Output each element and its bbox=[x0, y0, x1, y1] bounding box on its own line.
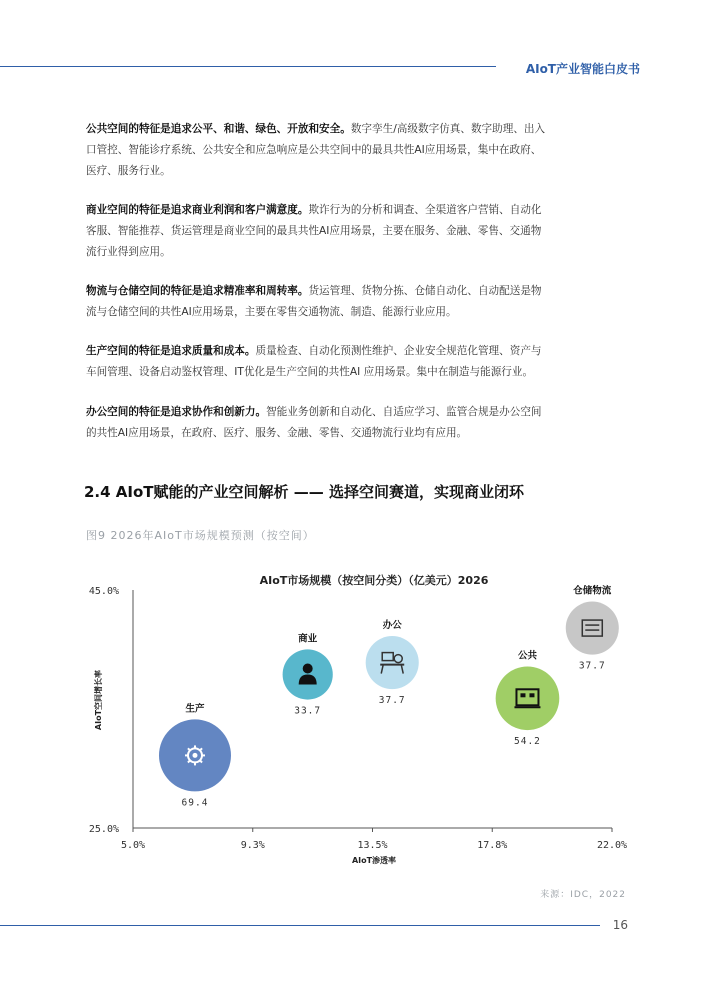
bubble-warehouse bbox=[566, 585, 619, 672]
bubble-chart bbox=[0, 560, 710, 880]
bubble-label: 仓储物流 bbox=[573, 585, 612, 597]
bubble-circle bbox=[566, 602, 619, 655]
bubble-value-label: 37.7 bbox=[578, 660, 606, 672]
paragraph-logistics bbox=[86, 281, 626, 323]
paragraph-office bbox=[86, 402, 626, 444]
paragraph-commercial bbox=[86, 200, 626, 263]
bubbles bbox=[159, 585, 619, 809]
paragraph-text: 流行业得到应用。 bbox=[86, 246, 171, 258]
bubble-label: 生产 bbox=[185, 703, 205, 715]
header-rule bbox=[0, 66, 496, 67]
footer-rule bbox=[0, 925, 600, 926]
paragraph-text: 数字孪生/高级数字仿真、数字助理、出入 bbox=[350, 123, 546, 135]
bubble-person bbox=[283, 632, 333, 716]
x-tick-label: 22.0% bbox=[596, 840, 628, 851]
paragraph-text: 货运管理、货物分拣、仓储自动化、自动配送是物 bbox=[308, 285, 542, 297]
paragraph-text: 智能业务创新和自动化、自适应学习、监管合规是办公空间 bbox=[266, 406, 542, 418]
y-axis-label: AIoT空间增长率 bbox=[94, 669, 103, 731]
building-window bbox=[529, 693, 534, 697]
bubble-circle bbox=[366, 636, 419, 689]
paragraph-public bbox=[86, 119, 626, 182]
paragraph-lead: 公共空间的特征是追求公平、和谐、绿色、开放和安全。 bbox=[86, 123, 351, 135]
paragraph-text: 客服、智能推荐、货运管理是商业空间的最具共性AI应用场景，主要在服务、金融、零售、交通物 bbox=[86, 225, 542, 237]
gear-icon bbox=[185, 745, 205, 765]
paragraph-text: 流与仓储空间的共性AI应用场景，主要在零售交通物流、制造、能源行业应用。 bbox=[86, 306, 457, 318]
paragraph-text: 欺诈行为的分析和调查、全渠道客户营销、自动化 bbox=[308, 204, 542, 216]
bubble-value-label: 69.4 bbox=[181, 797, 209, 809]
bubble-circle bbox=[496, 666, 560, 730]
bubble-label: 商业 bbox=[298, 633, 318, 645]
bubble-circle bbox=[283, 649, 333, 699]
bubble-label: 办公 bbox=[382, 620, 402, 632]
header-title: AIoT产业智能白皮书 bbox=[525, 62, 640, 76]
paragraph-lead: 生产空间的特征是追求质量和成本。 bbox=[86, 345, 256, 357]
paragraph-text: 质量检查、自动化预测性维护、企业安全规范化管理、资产与 bbox=[255, 345, 542, 357]
bubble-value-label: 54.2 bbox=[514, 736, 541, 748]
y-tick-label: 25.0% bbox=[88, 824, 119, 835]
bubble-value-label: 33.7 bbox=[294, 705, 322, 717]
x-tick-label: 17.8% bbox=[477, 840, 508, 851]
x-tick-label: 5.0% bbox=[120, 840, 146, 851]
x-tick-label: 9.3% bbox=[240, 840, 265, 851]
bubble-value-label: 37.7 bbox=[378, 695, 406, 707]
paragraph-text: 医疗、服务行业。 bbox=[86, 165, 171, 177]
source-note: 来源：IDC，2022 bbox=[540, 890, 626, 900]
y-tick-label: 45.0% bbox=[88, 586, 119, 597]
paragraph-text: 的共性AI应用场景，在政府、医疗、服务、金融、零售、交通物流行业均有应用。 bbox=[86, 427, 468, 439]
x-tick-label: 13.5% bbox=[357, 840, 388, 851]
page-number: 16 bbox=[612, 918, 628, 932]
paragraph-lead: 物流与仓储空间的特征是追求精准率和周转率。 bbox=[86, 285, 309, 297]
section-heading: 2.4 AIoT赋能的产业空间解析 —— 选择空间赛道，实现商业闭环 bbox=[84, 483, 524, 501]
paragraph-text: 口管控、智能诊疗系统、公共安全和应急响应是公共空间中的最具共性AI应用场景，集中在政府、 bbox=[86, 144, 542, 156]
gear-hub bbox=[192, 753, 197, 758]
figure-caption: 图9 2026年AIoT市场规模预测（按空间） bbox=[86, 529, 315, 542]
paragraph-text: 车间管理、设备启动鉴权管理、IT优化是生产空间的共性AI 应用场景。集中在制造与能源行业。 bbox=[86, 366, 534, 378]
bubble-label: 公共 bbox=[517, 650, 537, 662]
building-window bbox=[520, 693, 525, 697]
person-head bbox=[303, 663, 313, 673]
bubble-desk bbox=[366, 619, 419, 706]
paragraph-production bbox=[86, 341, 626, 383]
bubble-building bbox=[496, 649, 560, 747]
chart-title: AIoT市场规模（按空间分类）（亿美元）2026 bbox=[259, 574, 489, 587]
x-axis-label: AIoT渗透率 bbox=[351, 856, 397, 865]
paragraph-lead: 商业空间的特征是追求商业利润和客户满意度。 bbox=[86, 204, 309, 216]
paragraph-lead: 办公空间的特征是追求协作和创新力。 bbox=[86, 406, 267, 418]
bubble-gear bbox=[159, 702, 231, 808]
